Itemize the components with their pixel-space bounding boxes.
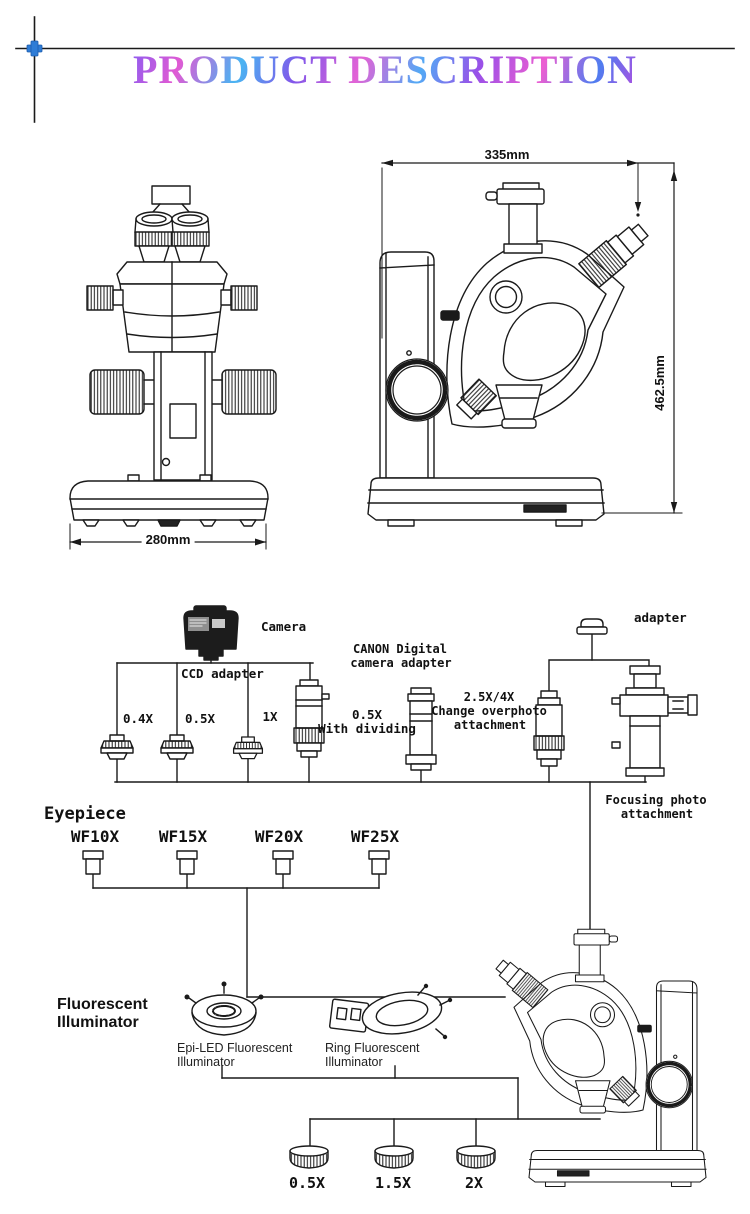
dimension-width-front: 280mm xyxy=(142,533,195,547)
eyepiece-wf25x-icon xyxy=(369,851,389,874)
illuminator-heading-line2: Illuminator xyxy=(57,1014,139,1031)
page-title: PRODUCT DESCRIPTION xyxy=(133,47,637,92)
eyepiece-wf10x-label: WF10X xyxy=(70,827,120,846)
eyepiece-wf10x-icon xyxy=(83,851,103,874)
ccd-adapter-label: CCD adapter xyxy=(181,666,264,681)
objective-0.5x-icon xyxy=(290,1146,328,1168)
crop-marker-icon xyxy=(27,41,42,56)
objective-05x-label: 0.5X xyxy=(288,1174,326,1192)
dividing-lens-icon xyxy=(294,680,329,757)
dividing-label-line2: With dividing xyxy=(318,721,416,736)
illuminator-heading-line1: Fluorescent xyxy=(57,996,148,1013)
objective-15x-label: 1.5X xyxy=(374,1174,412,1192)
ring-label-line2: Illuminator xyxy=(325,1055,383,1069)
camera-icon xyxy=(184,606,238,660)
lens-05x-label: 0.5X xyxy=(184,711,216,726)
focusing-attachment-icon xyxy=(612,666,697,776)
eyepiece-heading: Eyepiece xyxy=(44,804,126,824)
eyepiece-connector-lines xyxy=(93,874,505,997)
ccd-lens-0.4x-icon xyxy=(101,735,133,759)
canon-label-line2: camera adapter xyxy=(350,656,452,670)
overphoto-label-line1: 2.5X/4X xyxy=(463,690,515,704)
ccd-lens-0.5x-icon xyxy=(161,735,193,759)
adapter-label: adapter xyxy=(634,610,687,625)
side-view-microscope-bottom xyxy=(492,929,706,1186)
overphoto-label-line3: attachment xyxy=(453,718,527,732)
dimension-width-side: 335mm xyxy=(484,147,530,162)
overphoto-attachment-icon xyxy=(534,691,564,766)
eyepiece-wf20x-label: WF20X xyxy=(254,827,304,846)
focusing-label-line2: attachment xyxy=(620,807,694,821)
ccd-lens-1x-icon xyxy=(234,737,263,759)
front-view-microscope xyxy=(70,186,276,549)
focusing-label-line1: Focusing photo xyxy=(605,793,707,807)
dimension-height-side: 462.5mm xyxy=(652,355,668,411)
ring-label-line1: Ring Fluorescent xyxy=(325,1041,420,1055)
objective-2x-icon xyxy=(457,1146,495,1168)
side-view-microscope xyxy=(368,183,653,526)
objective-2x-label: 2X xyxy=(464,1174,484,1192)
overphoto-label-line2: Change overphoto xyxy=(431,704,547,718)
illuminator-connector-lines xyxy=(222,1066,600,1146)
dividing-label-line1: 0.5X xyxy=(351,707,383,722)
objective-1.5x-icon xyxy=(375,1146,413,1168)
canon-label-line1: CANON Digital xyxy=(353,642,447,656)
camera-label: Camera xyxy=(261,619,307,634)
eyepiece-wf15x-icon xyxy=(177,851,197,874)
eyepiece-wf20x-icon xyxy=(273,851,293,874)
epi-led-label-line2: Illuminator xyxy=(177,1055,235,1069)
epi-led-illuminator-icon xyxy=(185,982,264,1036)
epi-led-label-line1: Epi-LED Fluorescent xyxy=(177,1041,293,1055)
lens-1x-label: 1X xyxy=(262,709,278,724)
eyepiece-wf25x-label: WF25X xyxy=(350,827,400,846)
lens-04x-label: 0.4X xyxy=(122,711,154,726)
adapter-icon xyxy=(577,619,607,634)
eyepiece-wf15x-label: WF15X xyxy=(158,827,208,846)
ring-illuminator-icon xyxy=(329,984,452,1040)
